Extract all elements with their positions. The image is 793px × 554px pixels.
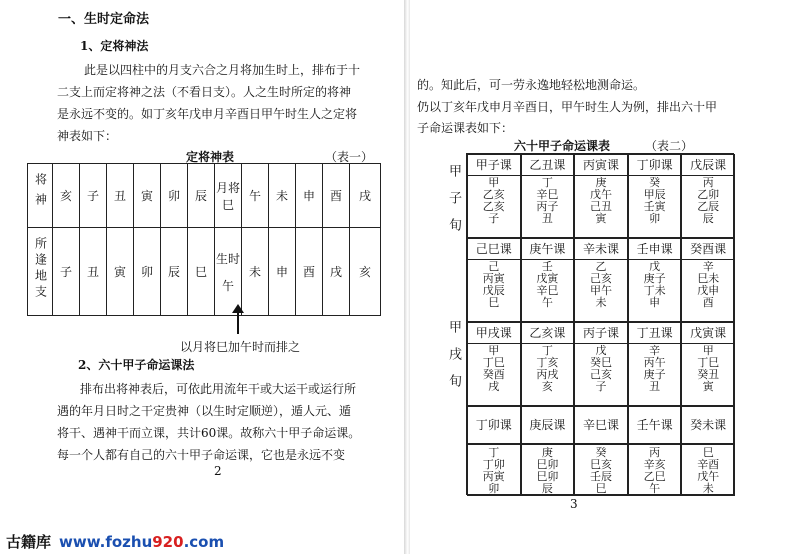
para1-line4: 神表如下： [57,129,118,143]
ke-cell [628,238,682,322]
ke-lines [522,177,574,225]
ke-line: 戊 [649,260,661,273]
ke-name: 壬午课 [636,418,673,432]
xun-char: 甲子旬 [446,164,461,245]
ke-name: 辛未课 [575,239,627,260]
ke-line: 申 [649,296,661,309]
subheading-2: 2、六十甲子命运课法 [78,358,195,372]
ke-name: 乙亥课 [522,323,574,344]
jiangshen-cell: 卯 [161,164,188,228]
para1-line2: 二支上而定将神之法（不看日支）。人之生时所定的将神 [57,85,352,99]
para2-line3: 将干、遇神干而立课，共计60课。故称六十甲子命运课。 [57,426,361,440]
url-suffix: .com [183,533,225,551]
ke-line: 戊午 [589,188,612,201]
dizhi-cell: 丑 [80,228,107,316]
ke-line: 庚 [541,446,553,459]
ke-line: 未 [595,296,607,309]
arrow-shaft [237,309,239,334]
ke-name: 甲戌课 [468,323,520,344]
ke-lines [575,261,627,309]
ke-cell [574,154,628,238]
table1-number: （表一） [325,150,374,164]
jiangshen-cell: 丑 [107,164,134,228]
ke-line: 辛 [702,260,714,273]
ke-cell [681,406,735,444]
jiangshen-cell: 亥 [53,164,80,228]
ke-lines [629,447,681,495]
ke-line: 癸 [649,176,661,189]
ke-cell [467,238,521,322]
ke-lines [575,345,627,393]
dizhi-cell: 亥 [350,228,381,316]
dizhi-cell: 子 [53,228,80,316]
row-label-feng-dizhi: 所逢地支 [28,228,53,316]
jiangshen-cell: 酉 [323,164,350,228]
url-number: 920 [152,533,184,551]
ke-line: 乙巳 [643,470,666,483]
ke-lines [575,177,627,225]
ke-name: 戊寅课 [682,323,734,344]
ke-line: 辛巳 [536,188,559,201]
ke-line: 辛巳 [536,284,559,297]
right-intro-line1: 的。知此后，可一劳永逸地轻松地测命运。 [417,78,646,92]
ke-line: 丁 [488,446,500,459]
table2-title: 六十甲子命运课表 [514,139,611,153]
ke-line: 丁 [541,176,553,189]
jiangshen-cell-yuejiang [215,164,242,228]
ke-lines [682,261,734,309]
ke-line: 庚子 [643,368,666,381]
ke-line: 壬寅 [643,200,666,213]
ke-line: 甲 [488,176,500,189]
ke-lines [629,261,681,309]
table2-number: （表二） [645,139,694,153]
site-name: 古籍库 [6,533,52,551]
ke-cell [521,406,575,444]
url-prefix: www.fozhu [59,533,153,551]
ke-cell [467,154,521,238]
ke-line: 乙亥 [482,188,505,201]
ke-name: 壬申课 [629,239,681,260]
ke-name: 丙子课 [575,323,627,344]
ke-line: 丁未 [643,284,666,297]
ke-line: 戌 [488,380,500,393]
ke-lines [468,447,520,495]
dizhi-cell: 申 [269,228,296,316]
ke-line: 壬辰 [589,470,612,483]
ke-line: 丙戌 [536,368,559,381]
ke-cell [574,406,628,444]
ke-lines [575,447,627,495]
jiangshen-cell: 戌 [350,164,381,228]
ke-cell [574,444,628,496]
page-number-left: 2 [214,464,222,478]
ke-line: 庚子 [643,272,666,285]
para1-line1: 此是以四柱中的月支六合之月将加生时上，排布于十 [84,63,361,77]
para2-line1: 排布出将神表后，可依此用流年干或大运干或运行所 [80,382,357,396]
ke-line: 巳卯 [536,470,559,483]
row-label-jiangshen: 将神 [28,164,53,228]
dizhi-cell: 戌 [323,228,350,316]
ke-line: 丙午 [643,356,666,369]
dizhi-value: 午 [221,278,234,293]
jiangshen-cell: 午 [242,164,269,228]
ke-line: 癸丑 [697,368,720,381]
ke-line: 甲 [488,344,500,357]
ke-name: 庚辰课 [529,418,566,432]
watermark-footer [0,522,225,554]
ke-line: 亥 [541,380,553,393]
ke-line: 午 [541,296,553,309]
ke-cell [681,238,735,322]
ke-lines [522,345,574,393]
ke-line: 丙 [649,446,661,459]
ke-lines [682,447,734,495]
ke-name: 丁丑课 [629,323,681,344]
ke-name: 辛巳课 [582,418,619,432]
ke-line: 丑 [541,212,553,225]
subheading-1: 1、定将神法 [80,39,149,53]
jiangshen-cell: 子 [80,164,107,228]
jiangshen-cell: 申 [296,164,323,228]
ke-line: 午 [649,482,661,495]
ke-line: 巳卯 [536,458,559,471]
ke-line: 乙卯 [697,188,720,201]
ke-line: 癸 [595,446,607,459]
ke-line: 己丑 [589,200,612,213]
ke-cell [681,322,735,406]
site-url[interactable] [59,533,224,551]
ke-line: 丑 [649,380,661,393]
shengshi-label: 生时 [215,251,240,266]
ke-line: 卯 [649,212,661,225]
ke-line: 寅 [595,212,607,225]
ke-lines [682,177,734,225]
ke-line: 丁卯 [482,458,505,471]
ke-lines [522,447,574,495]
ke-line: 癸巳 [589,356,612,369]
ke-line: 辰 [541,482,553,495]
ke-line: 戊午 [697,470,720,483]
xun-char: 甲戌旬 [446,320,461,401]
ke-lines [629,177,681,225]
section-heading: 一、生时定命法 [58,12,150,27]
ke-line: 丁亥 [536,356,559,369]
ke-cell [574,238,628,322]
dizhi-cell: 寅 [107,228,134,316]
ke-line: 乙辰 [697,200,720,213]
ke-cell [681,444,735,496]
ke-line: 己亥 [589,272,612,285]
jiangshen-table [27,163,381,316]
ke-line: 丙寅 [482,272,505,285]
ke-cell [521,238,575,322]
dizhi-cell: 酉 [296,228,323,316]
ke-line: 丙寅 [482,470,505,483]
para2-line4: 每一个人都有自己的六十甲子命运课，它也是永远不变 [57,448,346,462]
book-fold [404,0,410,554]
ke-line: 丙 [702,176,714,189]
ke-line: 辰 [702,212,714,225]
ke-name: 丁卯课 [475,418,512,432]
ke-line: 巳 [702,446,714,459]
ke-cell [467,406,521,444]
ke-lines [468,177,520,225]
jiangshen-value: 巳 [221,197,234,212]
ke-line: 寅 [702,380,714,393]
ke-line: 巳 [488,296,500,309]
ke-line: 壬 [541,260,553,273]
ke-lines [468,345,520,393]
right-intro-line2: 仍以丁亥年戊申月辛酉日，甲午时生人为例，排出六十甲 [417,100,718,114]
ke-name: 甲子课 [468,155,520,176]
ke-line: 庚 [595,176,607,189]
ke-line: 癸酉 [482,368,505,381]
dizhi-cell: 未 [242,228,269,316]
arrow-caption: 以月将巳加午时而排之 [180,340,301,354]
ke-name: 癸酉课 [682,239,734,260]
ke-line: 甲 [702,344,714,357]
ke-cell [681,154,735,238]
ke-cell [521,322,575,406]
jiangshen-cell: 未 [269,164,296,228]
ke-line: 巳亥 [589,458,612,471]
ke-line: 巳 [595,482,607,495]
ke-lines [468,261,520,309]
ke-line: 辛亥 [643,458,666,471]
jiangshen-cell: 寅 [134,164,161,228]
ke-line: 子 [595,380,607,393]
xun-label-jiazi [440,164,461,245]
para2-line2: 遇的年月日时之干定贵神（以生时定顺逆），遁人元、遁 [57,404,352,418]
dizhi-cell-shengshi [215,228,242,316]
ke-name: 丁卯课 [629,155,681,176]
ke-line: 巳未 [697,272,720,285]
ke-line: 子 [488,212,500,225]
ke-cell [467,444,521,496]
ke-line: 未 [702,482,714,495]
para1-line3: 是永远不变的。如丁亥年戊申月辛酉日甲午时生人之定将 [57,107,358,121]
jiangshen-cell: 辰 [188,164,215,228]
dizhi-cell: 卯 [134,228,161,316]
ke-cell [467,322,521,406]
ke-line: 辛 [649,344,661,357]
ke-lines [522,261,574,309]
ke-lines [629,345,681,393]
sixty-jiazi-grid [466,153,734,495]
ke-line: 甲辰 [643,188,666,201]
ke-cell [521,154,575,238]
page-number-right: 3 [570,497,578,511]
ke-line: 辛酉 [697,458,720,471]
ke-name: 癸未课 [690,418,727,432]
ke-line: 己亥 [589,368,612,381]
right-intro-line3: 子命运课表如下： [417,121,514,135]
ke-name: 丙寅课 [575,155,627,176]
ke-lines [682,345,734,393]
ke-line: 乙亥 [482,200,505,213]
dizhi-cell: 巳 [188,228,215,316]
ke-line: 丁 [541,344,553,357]
ke-cell [574,322,628,406]
ke-line: 乙 [595,260,607,273]
ke-name: 乙丑课 [522,155,574,176]
ke-line: 戊辰 [482,284,505,297]
ke-line: 己 [488,260,500,273]
ke-cell [628,322,682,406]
ke-line: 戊 [595,344,607,357]
ke-line: 丁巳 [482,356,505,369]
table1-title: 定将神表 [186,150,235,164]
ke-cell [628,406,682,444]
ke-cell [628,154,682,238]
ke-cell [521,444,575,496]
ke-name: 己巳课 [468,239,520,260]
ke-line: 丙子 [536,200,559,213]
ke-line: 酉 [702,296,714,309]
ke-line: 戊寅 [536,272,559,285]
ke-line: 卯 [488,482,500,495]
xun-label-jiaxu [440,320,461,401]
ke-line: 戊申 [697,284,720,297]
site-watermark [6,531,224,552]
ke-cell [628,444,682,496]
ke-line: 甲午 [589,284,612,297]
ke-line: 丁巳 [697,356,720,369]
dizhi-cell: 辰 [161,228,188,316]
yuejiang-label: 月将 [215,180,240,195]
ke-name: 庚午课 [522,239,574,260]
ke-name: 戊辰课 [682,155,734,176]
